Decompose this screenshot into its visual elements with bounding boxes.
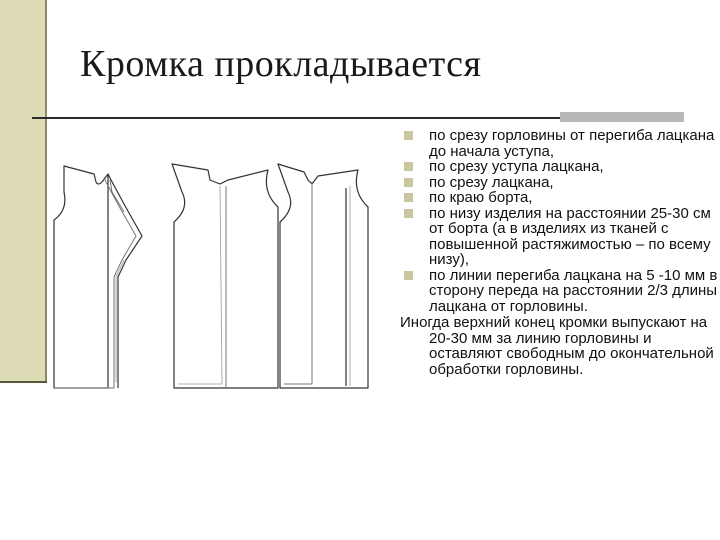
bullet-square-icon	[404, 178, 413, 187]
slide-title: Кромка прокладывается	[80, 43, 482, 85]
bullet-item	[400, 159, 718, 175]
side-bar-edge	[45, 0, 47, 383]
bullet-text: по срезу уступа лацкана,	[429, 158, 604, 175]
bullet-square-icon	[404, 131, 413, 140]
side-bar-bottom-line	[0, 381, 47, 383]
bullet-list	[400, 128, 718, 314]
slide-content	[400, 128, 718, 377]
garment-patterns-figure	[50, 152, 390, 397]
bullet-square-icon	[404, 209, 413, 218]
pattern-panel-2	[172, 164, 278, 388]
bullet-text: по срезу лацкана,	[429, 173, 554, 191]
bullet-text: по срезу горловины от перегиба лацкана до начала уступа,	[429, 127, 715, 160]
bullet-square-icon	[404, 193, 413, 202]
pattern-panel-1	[54, 166, 142, 388]
bullet-item	[400, 268, 718, 315]
note-paragraph: Иногда верхний конец кромки выпускают на 20-30 мм за линию горловины и оставляют свободным до окончательной обработки горловины.	[400, 314, 714, 378]
bullet-item	[400, 128, 718, 159]
bullet-text: по линии перегиба лацкана на 5 -10 мм в сторону переда на расстоянии 2/3 длины лацкана от горловины.	[429, 266, 718, 315]
bullet-item	[400, 175, 718, 191]
bullet-item	[400, 190, 718, 206]
bullet-square-icon	[404, 271, 413, 280]
pattern-panel-3	[278, 164, 368, 388]
bullet-text: по низу изделия на расстоянии 25-30 см от борта (а в изделиях из тканей с повышенной растяжимостью – по всему низу),	[429, 204, 711, 268]
bullet-text: по краю борта,	[429, 189, 533, 206]
bullet-item	[400, 206, 718, 268]
bullet-square-icon	[404, 162, 413, 171]
title-rule-accent	[560, 112, 684, 122]
decorative-side-bar	[0, 0, 45, 383]
